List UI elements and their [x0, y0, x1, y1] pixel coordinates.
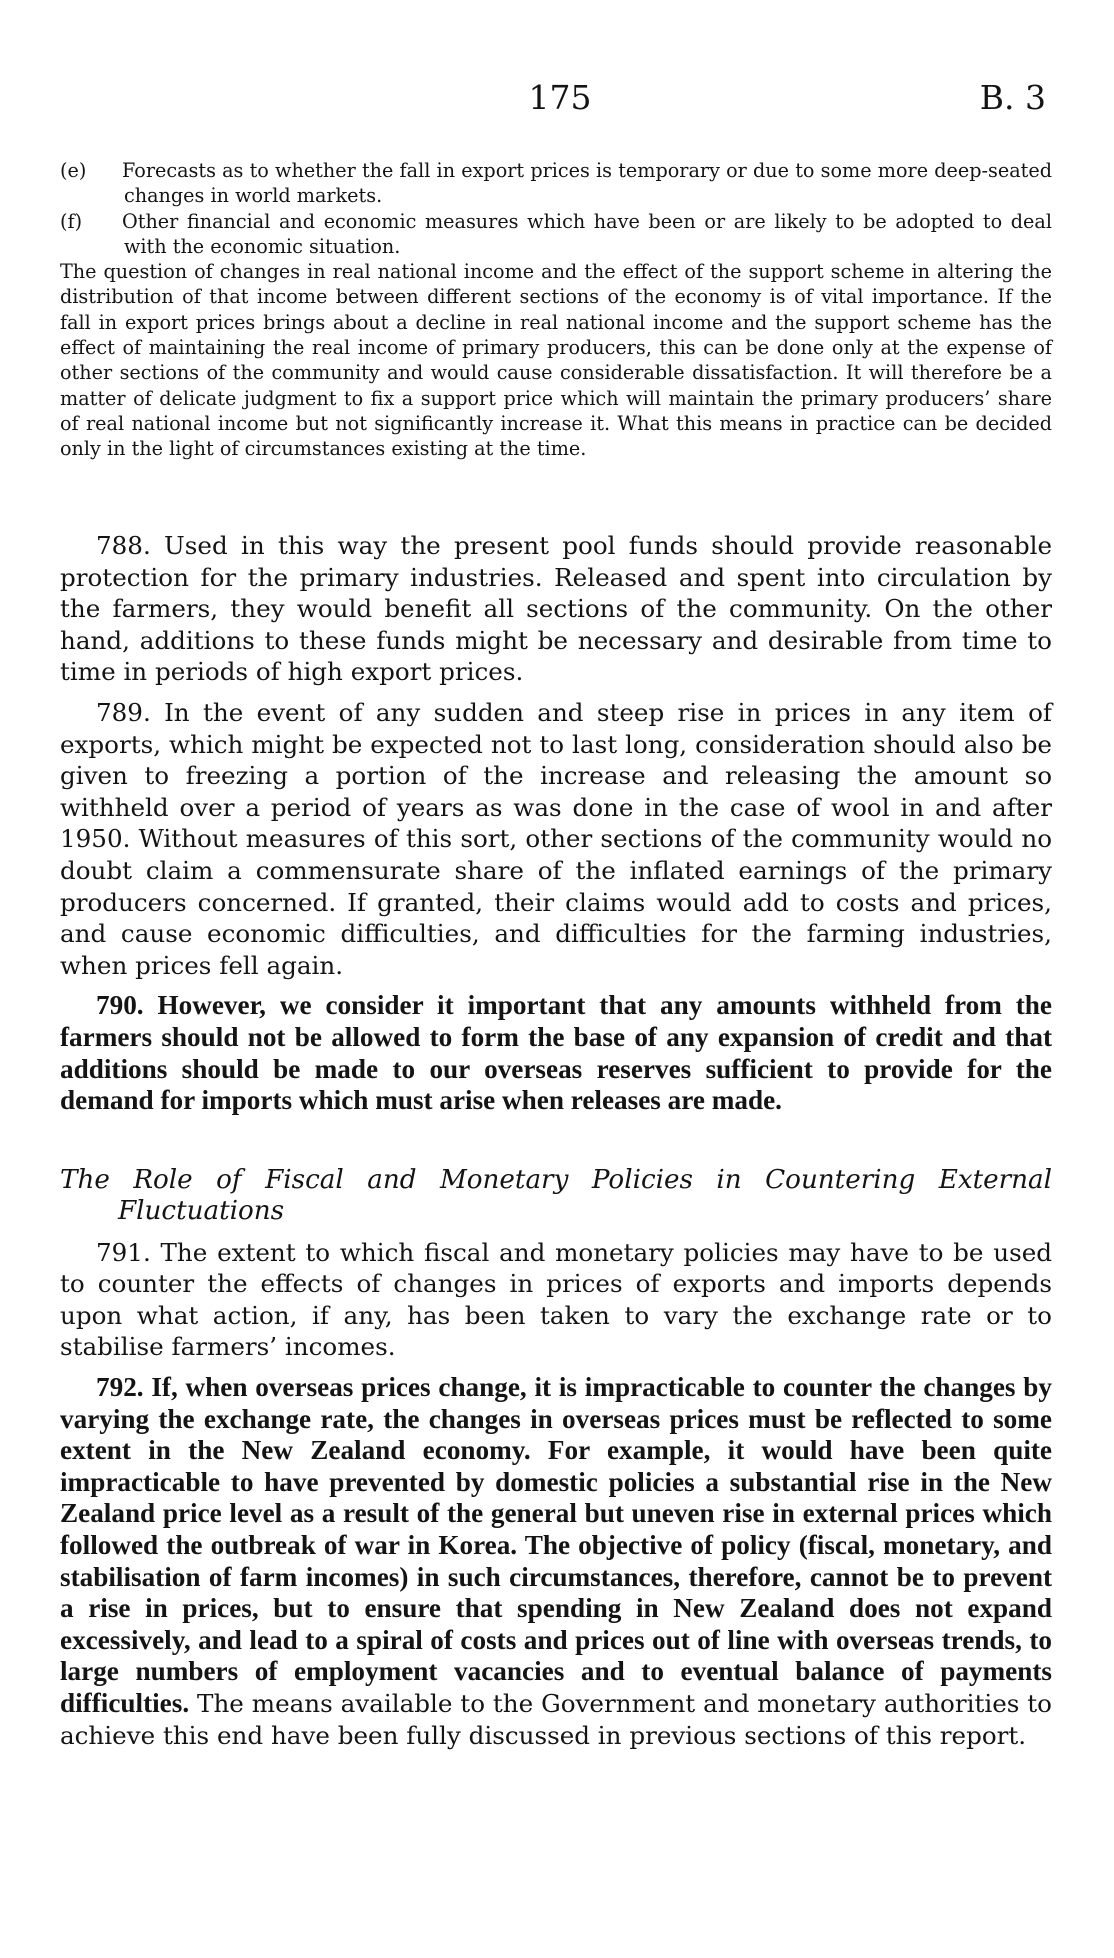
paragraph-791: 791. The extent to which fiscal and monetary policies may have to be used to counter the effects of changes in prices of exports and imports depends upon what action, if any, has been taken to vary the exchange rate or to stabilise farmers’ incomes. — [60, 1237, 1052, 1362]
page-number: 175 — [528, 78, 592, 117]
paragraph-792-bold-text: 792. If, when overseas prices change, it is impracticable to counter the changes by varying the exchange rate, the changes in overseas prices must be reflected to some extent in the New Zealand economy. For example, it would have been quite impracticable to have prevented by domestic policies a substantial rise in the New Zealand price level as a result of the general but uneven rise in external prices which followed the outbreak of war in Korea. The objective of policy (fiscal, monetary, and stabilisation of farm incomes) in such circumstances, therefore, cannot be to prevent a rise in prices, but to ensure that spending in New Zealand does not expand excessively, and lead to a spiral of costs and prices out of line with overseas trends, to large numbers of employment vacancies and to eventual balance of payments difficulties. — [60, 1372, 1052, 1718]
list-item-text: Forecasts as to whether the fall in export prices is temporary or due to some more deep-seated changes in world markets. — [122, 159, 1052, 208]
section-heading: The Role of Fiscal and Monetary Policies in Countering External Fluctuations — [60, 1164, 1052, 1226]
paragraph-792-regular-text: The means available to the Government and monetary authorities to achieve this end have been fully discussed in previous sections of this report. — [60, 1689, 1052, 1750]
list-item-f — [60, 209, 1052, 260]
paragraph-792 — [60, 1372, 1052, 1751]
paragraph-789: 789. In the event of any sudden and steep rise in prices in any item of exports, which might be expected not to last long, consideration should also be given to freezing a portion of the increase and releasing the amount so withheld over a period of years as was done in the case of wool in and after 1950. Without measures of this sort, other sections of the community would no doubt claim a commensurate share of the inflated earnings of the primary producers concerned. If granted, their claims would add to costs and prices, and cause economic difficulties, and difficulties for the farming industries, when prices fell again. — [60, 697, 1052, 980]
report-code: B. 3 — [979, 78, 1046, 117]
list-item-label: (e) — [60, 159, 87, 182]
list-item-label: (f) — [60, 209, 83, 233]
main-text-block — [60, 530, 1052, 1760]
paragraph-790: 790. However, we consider it important that any amounts withheld from the farmers should not be allowed to form the base of any expansion of credit and that additions should be made to our overseas reserves sufficient to provide for the demand for imports which must arise when releases are made. — [60, 990, 1052, 1116]
paragraph-788: 788. Used in this way the present pool funds should provide reasonable protection for the primary industries. Released and spent into circulation by the farmers, they would benefit all sections of the community. On the other hand, additions to these funds might be necessary and desirable from time to time in periods of high export prices. — [60, 531, 1052, 687]
paragraph-real-national-income: The question of changes in real national income and the effect of the support scheme in altering the distribution of that income between different sections of the economy is of vital importance. If the fall in export prices brings about a decline in real national income and the support scheme has the effect of maintaining the real income of primary producers, this can be done only at the expense of other sections of the community and would cause considerable dissatisfaction. It will therefore be a matter of delicate judgment to fix a support price which will maintain the primary producers’ share of real national income but not significantly increase it. What this means in practice can be decided only in the light of circumstances existing at the time. — [60, 260, 1052, 461]
list-item-text: Other financial and economic measures which have been or are likely to be adopted to deal with the economic situation. — [122, 209, 1052, 258]
list-item-e — [60, 158, 1052, 209]
page-header — [0, 78, 1114, 118]
small-text-block — [60, 158, 1052, 462]
